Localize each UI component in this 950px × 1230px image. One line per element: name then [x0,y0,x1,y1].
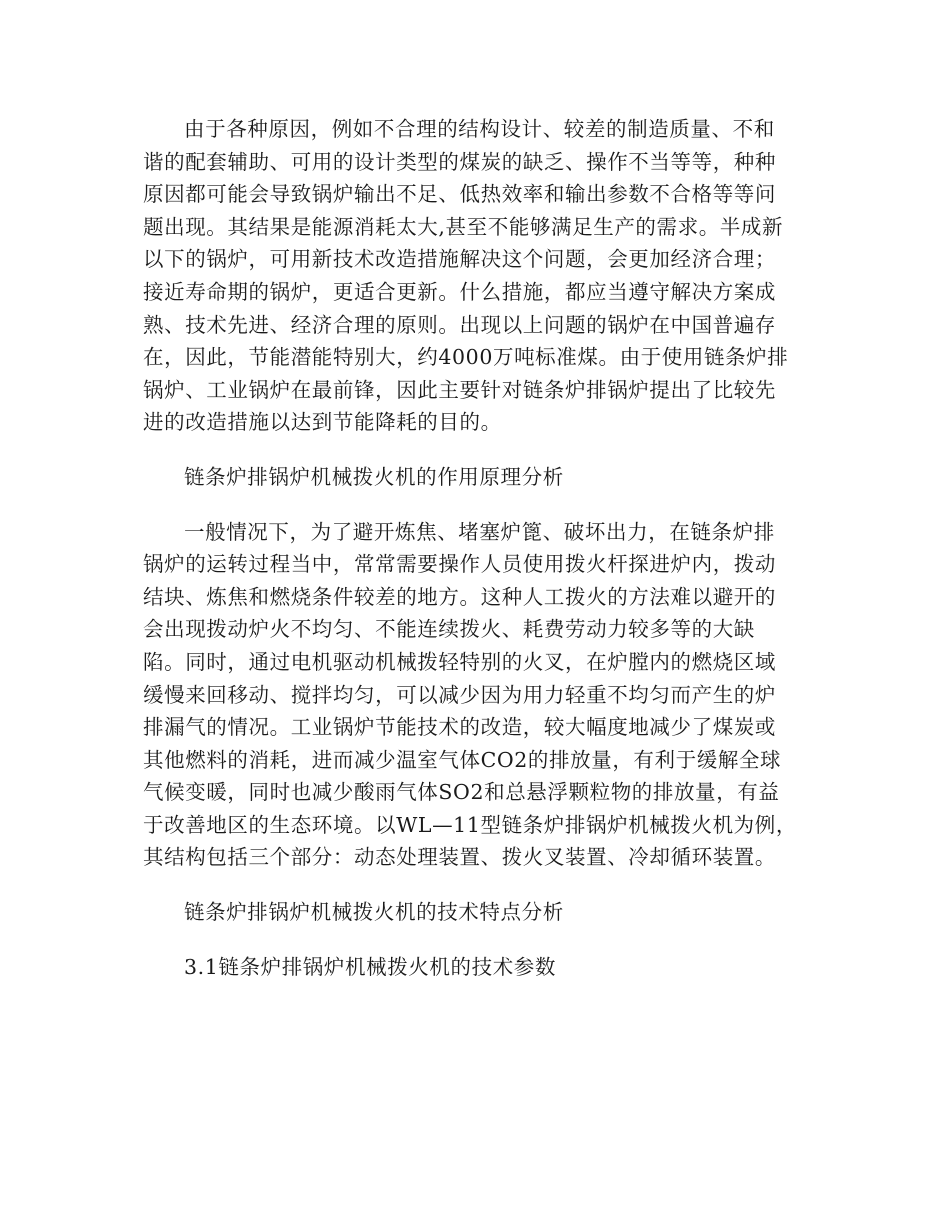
subsection-heading-parameters: 3.1链条炉排锅炉机械拨火机的技术参数 [184,954,557,979]
paragraph-mechanical-poker: 一般情况下，为了避开炼焦、堵塞炉篦、破坏出力，在链条炉排 锅炉的运转过程当中，常常需要操作人员使用拨火杆探进炉内，拨动 结块、炼焦和燃烧条件较差的地方。这种人工拨火的方法难以避开的 会出现拨动炉火不均匀、不能连续拨火、耗费劳动力较多等的大缺 陷。同时，通过电机驱动机械拨轻特别的火叉，在炉膛内的燃烧区域 缓慢来回移动、搅拌均匀，可以减少因为用力轻重不均匀而产生的炉 排漏气的情况。工业锅炉节能技术的改造，较大幅度地减少了煤炭或 其他燃料的消耗，进而减少温室气体CO2的排放量，有利于缓解全球 气候变暖，同时也减少酸雨气体SO2和总悬浮颗粒物的排放量，有益 于改善地区的生态环境。以WL—11型链条炉排锅炉机械拨火机为例， 其结构包括三个部分：动态处理装置、拨火叉装置、冷却循环装置。 [143,519,797,870]
section-heading-principle: 链条炉排锅炉机械拨火机的作用原理分析 [184,464,564,489]
document-body [143,113,805,983]
section-heading-features: 链条炉排锅炉机械拨火机的技术特点分析 [184,900,564,925]
paragraph-boiler-problems: 由于各种原因，例如不合理的结构设计、较差的制造质量、不和 谐的配套辅助、可用的设计类型的煤炭的缺乏、操作不当等等，种种 原因都可能会导致锅炉输出不足、低热效率和输出参数不合格等等问 题出现。其结果是能源消耗太大,甚至不能够满足生产的需求。半成新 以下的锅炉，可用新技术改造措施解决这个问题，会更加经济合理； 接近寿命期的锅炉，更适合更新。什么措施，都应当遵守解决方案成 熟、技术先进、经济合理的原则。出现以上问题的锅炉在中国普遍存 在，因此，节能潜能特别大，约4000万吨标准煤。由于使用链条炉排 锅炉、工业锅炉在最前锋，因此主要针对链条炉排锅炉提出了比较先 进的改造措施以达到节能降耗的目的。 [143,117,789,435]
